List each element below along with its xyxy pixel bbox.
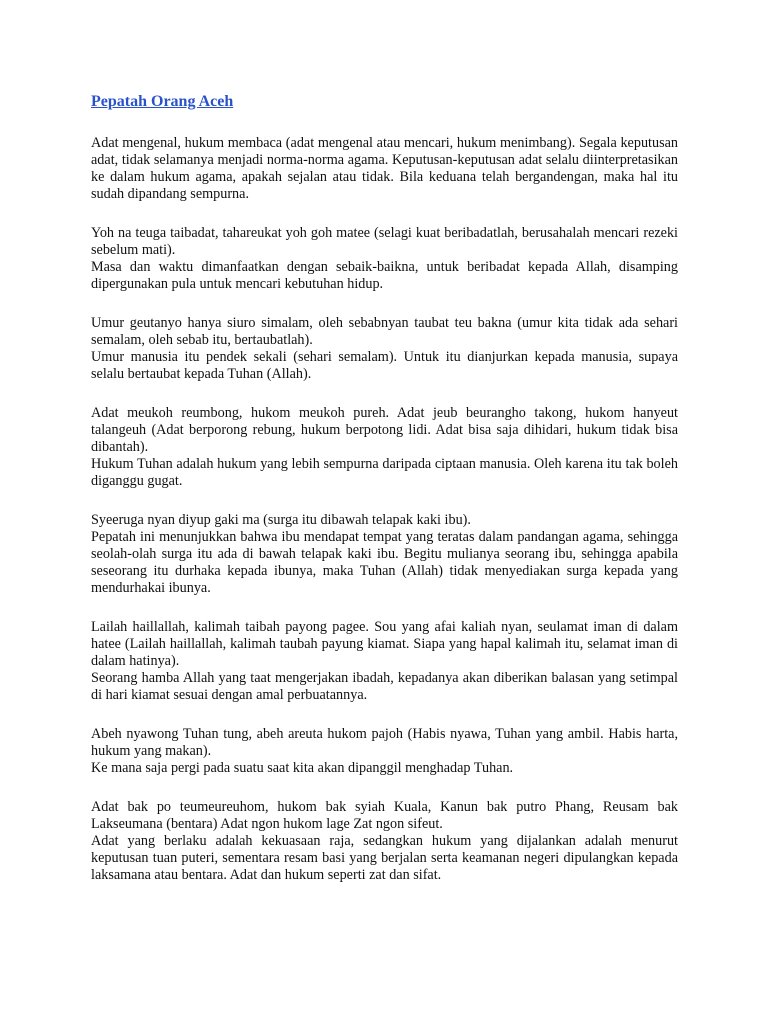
proverb-text: Adat bak po teumeureuhom, hukom bak syiah Kuala, Kanun bak putro Phang, Reusam bak Lakseumana (bentara) Adat ngon hukom lage Zat ngon sifeut. [91, 799, 678, 832]
proverb-paragraph-2 [91, 225, 678, 293]
document-title: Pepatah Orang Aceh [91, 93, 234, 110]
proverb-text: Syeeruga nyan diyup gaki ma (surga itu dibawah telapak kaki ibu). [91, 512, 471, 528]
proverb-text: Adat meukoh reumbong, hukom meukoh pureh. Adat jeub beurangho takong, hukom hanyeut talangeuh (Adat berporong rebung, hukum berpotong lidi. Adat bisa saja dihidari, hukum tidak bisa dibantah). [91, 405, 678, 455]
proverb-paragraph-5 [91, 512, 678, 597]
proverb-text: Lailah haillallah, kalimah taibah payong pagee. Sou yang afai kaliah nyan, seulamat iman di dalam hatee (Lailah haillallah, kalimah taubah payung kiamat. Siapa yang hapal kalimah itu, selamat iman di dalam hatinya). [91, 619, 678, 669]
proverb-explanation: Adat yang berlaku adalah kekuasaan raja, sedangkan hukum yang dijalankan adalah menurut keputusan tuan puteri, sementara resam basi yang berjalan serta keamanan negeri dipulangkan kepada laksamana atau bentara. Adat dan hukum seperti zat dan sifat. [91, 833, 678, 883]
proverb-explanation: Umur manusia itu pendek sekali (sehari semalam). Untuk itu dianjurkan kepada manusia, supaya selalu bertaubat kepada Tuhan (Allah). [91, 349, 678, 382]
proverb-explanation: Pepatah ini menunjukkan bahwa ibu mendapat tempat yang teratas dalam pandangan agama, sehingga seolah-olah surga itu ada di bawah telapak kaki ibu. Begitu mulianya seorang ibu, sehingga apabila seseorang itu durhaka kepada ibunya, maka Tuhan (Allah) tidak menyediakan surga kepada yang mendurhakai ibunya. [91, 529, 678, 596]
proverb-text: Yoh na teuga taibadat, tahareukat yoh goh matee (selagi kuat beribadatlah, berusahalah mencari rezeki sebelum mati). [91, 225, 678, 258]
proverb-explanation: Masa dan waktu dimanfaatkan dengan sebaik-baikna, untuk beribadat kepada Allah, disamping dipergunakan pula untuk mencari kebutuhan hidup. [91, 259, 678, 292]
document-page [91, 92, 678, 906]
proverb-paragraph-3 [91, 315, 678, 383]
proverb-paragraph-1 [91, 135, 678, 203]
proverb-paragraph-6 [91, 619, 678, 704]
proverb-paragraph-8 [91, 799, 678, 884]
proverb-explanation: Seorang hamba Allah yang taat mengerjakan ibadah, kepadanya akan diberikan balasan yang setimpal di hari kiamat sesuai dengan amal perbuatannya. [91, 670, 678, 703]
proverb-explanation: Ke mana saja pergi pada suatu saat kita akan dipanggil menghadap Tuhan. [91, 760, 514, 776]
paragraph-text: Adat mengenal, hukum membaca (adat mengenal atau mencari, hukum menimbang). Segala keputusan adat, tidak selamanya menjadi norma-norma agama. Keputusan-keputusan adat selalu diinterpretasikan ke dalam hukum agama, apakah sejalan atau tidak. Bila keduana telah bergandengan, maka hal itu sudah dipandang sempurna. [91, 135, 678, 202]
proverb-paragraph-4 [91, 405, 678, 490]
proverb-explanation: Hukum Tuhan adalah hukum yang lebih sempurna daripada ciptaan manusia. Oleh karena itu tak boleh diganggu gugat. [91, 456, 678, 489]
proverb-text: Umur geutanyo hanya siuro simalam, oleh sebabnyan taubat teu bakna (umur kita tidak ada sehari semalam, oleh sebab itu, bertaubatlah). [91, 315, 678, 348]
proverb-paragraph-7 [91, 726, 678, 777]
proverb-text: Abeh nyawong Tuhan tung, abeh areuta hukom pajoh (Habis nyawa, Tuhan yang ambil. Habis harta, hukum yang makan). [91, 726, 678, 759]
